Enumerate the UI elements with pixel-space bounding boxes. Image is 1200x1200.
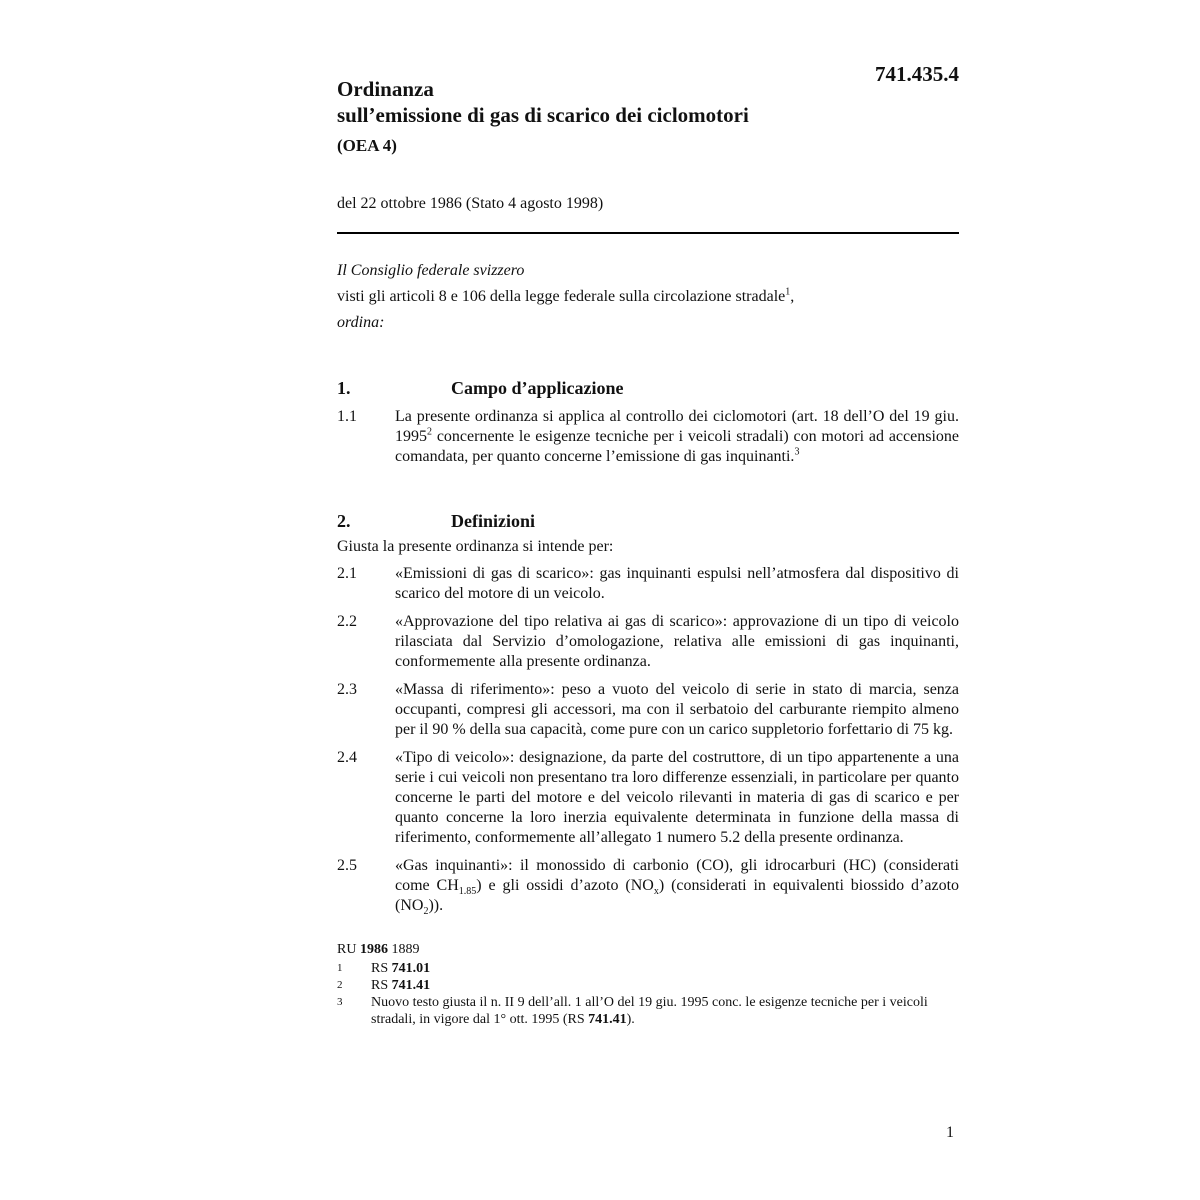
footnote-2: 2 RS 741.41	[337, 978, 431, 993]
ru-reference: RU 1986 1889	[337, 942, 420, 957]
document-date: del 22 ottobre 1986 (Stato 4 agosto 1998)	[337, 195, 604, 212]
definition-item: 2.4 «Tipo di veicolo»: designazione, da parte del costruttore, di un tipo appartenente a una serie i cui veicoli non presentano tra loro differenze essenziali, in particolare per quanto concerne le parti del motore e del veicolo rilevanti in materia di gas di scarico e per quanto concerne la loro inerzia equivalente determinata in funzione della massa di riferimento, conformemente all’allegato 1 numero 5.2 della presente ordinanza.	[337, 749, 959, 846]
footnote-3: 3 Nuovo testo giusta il n. II 9 dell’all. 1 all’O del 19 giu. 1995 conc. le esigenze tecniche per i veicoli stradali, in vigore dal 1° ott. 1995 (RS 741.41).	[337, 995, 928, 1027]
definition-item: 2.3 «Massa di riferimento»: peso a vuoto del veicolo di serie in stato di marcia, senza occupanti, compresi gli accessori, ma con il serbatoio del carburante riempito almeno per il 90 % della sua capacità, come pure con un carico suppletorio forfettario di 75 kg.	[337, 681, 959, 738]
sr-number: 741.435.4	[875, 62, 959, 86]
preamble-basis: visti gli articoli 8 e 106 della legge federale sulla circolazione stradale$^1$,	[337, 286, 795, 305]
definition-item: 2.2 «Approvazione del tipo relativa ai gas di scarico»: approvazione di un tipo di veicolo rilasciata dal Servizio d’omologazione, relativa alle emissioni di gas inquinanti, conformemente alla presente ordinanza.	[337, 613, 959, 670]
section-2-intro: Giusta la presente ordinanza si intende per:	[337, 538, 614, 555]
section-heading-1: 1. Campo d’applicazione	[337, 378, 624, 398]
footnote-ref[interactable]: 2	[427, 426, 432, 438]
abbreviation: (OEA 4)	[337, 136, 397, 155]
footnote-1: 1 RS 741.01	[337, 961, 431, 976]
definition-item: 2.5 «Gas inquinanti»: il monossido di carbonio (CO), gli idrocarburi (HC) (considerati come $CH_{1.85}$) e gli ossidi d’azoto $(NO_x)$ (considerati in equivalenti biossido d’azoto $(NO_2)$).	[337, 857, 960, 918]
title-line-2: sull’emissione di gas di scarico dei ciclomotori	[337, 103, 749, 127]
section-heading-2: 2. Definizioni	[337, 511, 535, 531]
footnote-ref[interactable]: 1	[785, 286, 791, 298]
footnote-ref[interactable]: 3	[794, 446, 800, 458]
page-number: 1	[946, 1124, 954, 1141]
paragraph-1-1: 1.1 La presente ordinanza si applica al controllo dei ciclomotori (art. 18 dell’O del 19 giu. 1995$^2$ concernente le esigenze tecniche per i veicoli stradali) con motori ad accensione comandata, per quanto concerne l’emissione di gas inquinanti.$^3$	[337, 408, 959, 465]
definition-item: 2.1 «Emissioni di gas di scarico»: gas inquinanti espulsi nell’atmosfera dal dispositivo di scarico del motore di un veicolo.	[337, 565, 959, 602]
title-divider	[337, 232, 959, 234]
preamble	[337, 258, 959, 336]
title-line-1: Ordinanza	[337, 77, 434, 101]
document-page	[337, 58, 959, 1028]
preamble-decree: ordina:	[337, 314, 385, 331]
document-title	[337, 76, 959, 128]
preamble-authority: Il Consiglio federale svizzero	[337, 262, 525, 279]
